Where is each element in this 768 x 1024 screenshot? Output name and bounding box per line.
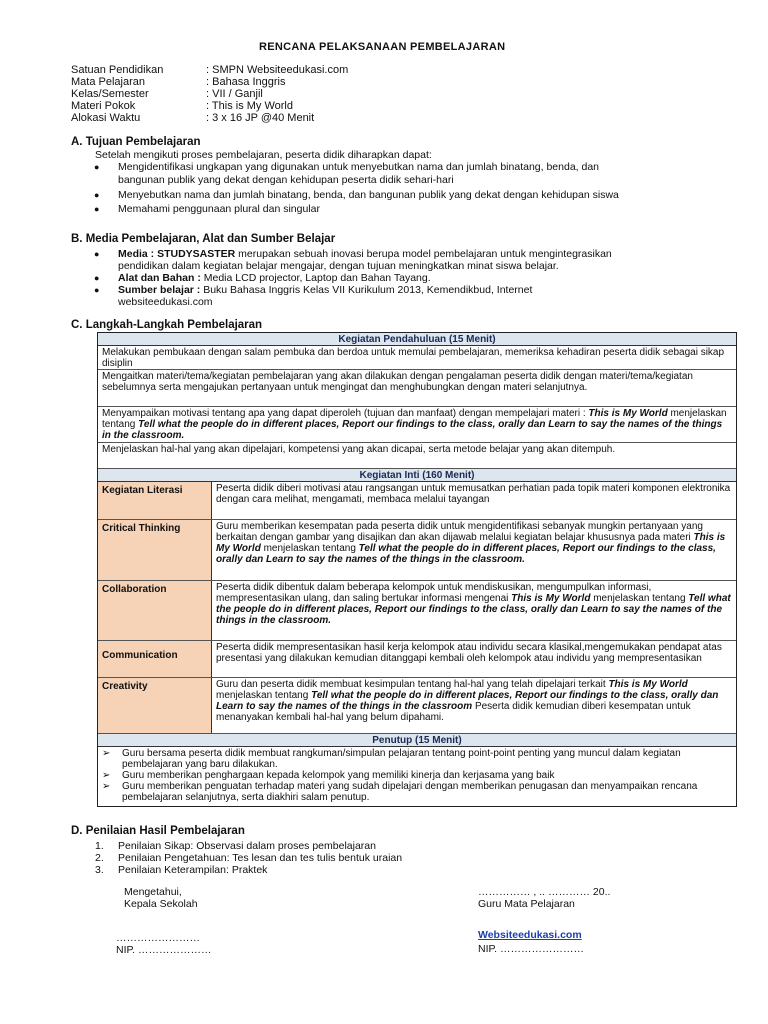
- pendahuluan-header: Kegiatan Pendahuluan (15 Menit): [98, 333, 736, 346]
- pendahuluan-row: Mengaitkan materi/tema/kegiatan pembelajaran yang akan dilakukan dengan pengalaman peserta didik dengan materi/tema/kegiatan sebelumnya serta mengajukan pertanyaan untuk mengingat dan menghubungkan dengan materi selanjutnya.: [98, 370, 736, 407]
- penutup-list: [98, 747, 736, 806]
- identity-label: Satuan Pendidikan: [71, 64, 164, 76]
- objective-line: Menyebutkan nama dan jumlah binatang, benda, dan bangunan publik yang dekat dengan kehidupan siswa: [118, 189, 619, 201]
- sign-right-nip: NIP. ……………………: [478, 943, 584, 955]
- penutup-text: Guru memberikan penghargaan kepada kelompok yang memiliki kinerja dan kerjasama yang baik: [122, 770, 555, 781]
- creat-text: Guru dan peserta didik membuat kesimpulan tentang hal-hal yang telah dipelajari terkait: [216, 679, 609, 690]
- pendahuluan-row: Melakukan pembukaan dengan salam pembuka dan berdoa untuk memulai pembelajaran, memeriksa kehadiran peserta didik sebagai sikap disiplin: [98, 346, 736, 370]
- creat-mid: menjelaskan tentang: [216, 690, 312, 701]
- penutup-item: [98, 781, 736, 803]
- bullet-icon: ●: [94, 162, 100, 172]
- bullet-icon: ●: [94, 204, 100, 214]
- sign-left-line1: Mengetahui,: [124, 886, 182, 898]
- critical-topic: This is My World: [216, 532, 726, 554]
- pendahuluan-row: [98, 407, 736, 443]
- identity-value: : 3 x 16 JP @40 Menit: [206, 112, 315, 124]
- inti-row: [98, 678, 736, 734]
- assessment-item: Penilaian Pengetahuan: Tes lesan dan tes tulis bentuk uraian: [118, 852, 403, 864]
- sign-right-name-link[interactable]: Websiteedukasi.com: [478, 929, 582, 941]
- motivasi-detail: Tell what the people do in different places, Report our findings to the class, orally dan Learn to say the names of the things in the classroom.: [102, 419, 723, 441]
- section-b-heading: B. Media Pembelajaran, Alat dan Sumber Belajar: [71, 233, 336, 245]
- collab-text: Peserta didik dibentuk dalam beberapa kelompok untuk mendiskusikan, mengumpulkan informasi, mempresentasikan ulang, dan saling bertukar informasi mengenai: [216, 582, 652, 604]
- creat-topic: This is My World: [608, 679, 688, 690]
- sign-right-date: …………… , .. ………… 20..: [478, 886, 611, 898]
- penutup-text: Guru bersama peserta didik membuat rangkuman/simpulan pelajaran tentang point-point penting yang muncul dalam kegiatan pembelajaran yang baru dilakukan.: [122, 748, 681, 770]
- inti-text: [212, 581, 736, 640]
- assessment-number: 3.: [95, 864, 104, 876]
- penutup-item: [98, 770, 736, 781]
- alat-text: Media LCD projector, Laptop dan Bahan Tayang.: [200, 272, 431, 284]
- document-title: RENCANA PELAKSANAAN PEMBELAJARAN: [259, 41, 506, 53]
- assessment-item: Penilaian Sikap: Observasi dalam proses pembelajaran: [118, 840, 376, 852]
- inti-label: Kegiatan Literasi: [98, 482, 212, 519]
- critical-detail: Tell what the people do in different places, Report our findings to the class, orally dan Learn to say the names of the things in the classroom.: [216, 543, 716, 565]
- inti-row: [98, 641, 736, 678]
- media-label: Media : STUDYSASTER: [118, 248, 236, 260]
- alat-label: Alat dan Bahan :: [118, 272, 201, 284]
- sign-right-role: Guru Mata Pelajaran: [478, 898, 575, 910]
- assessment-item: Penilaian Keterampilan: Praktek: [118, 864, 268, 876]
- arrow-icon: ➢: [102, 770, 111, 781]
- sumber-text: Buku Bahasa Inggris Kelas VII Kurikulum 2013, Kemendikbud, Internet: [200, 284, 533, 296]
- inti-row: [98, 581, 736, 641]
- section-a-intro: Setelah mengikuti proses pembelajaran, peserta didik diharapkan dapat:: [95, 149, 432, 161]
- critical-mid: menjelaskan tentang: [260, 543, 359, 554]
- identity-value: : SMPN Websiteedukasi.com: [206, 64, 349, 76]
- identity-label: Mata Pelajaran: [71, 76, 145, 88]
- arrow-icon: ➢: [102, 748, 111, 759]
- inti-text: Peserta didik mempresentasikan hasil kerja kelompok atau individu secara klasikal,mengemukakan pendapat atas presentasi yang dilakukan kemudian ditanggapi kembali oleh kelompok atau individu yang mempresentasikan: [216, 642, 722, 664]
- inti-label: Communication: [98, 641, 212, 677]
- inti-label: Creativity: [98, 678, 212, 733]
- motivasi-topic: This is My World: [588, 408, 668, 419]
- sumber-line-2: websiteedukasi.com: [118, 296, 213, 308]
- media-line-2: pendidikan dalam kegiatan belajar mengajar, dengan tujuan meningkatkan minat siswa belajar.: [118, 260, 559, 272]
- critical-text: Guru memberikan kesempatan pada peserta didik untuk mengidentifikasi sebanyak mungkin pertanyaan yang berkaitan dengan gambar yang disajikan dan akan dijawab melalui kegiatan belajar khususnya pada materi: [216, 521, 703, 543]
- bullet-icon: ●: [94, 190, 100, 200]
- inti-label: Collaboration: [98, 581, 212, 640]
- creat-tail: Peserta didik kemudian diberi kesempatan untuk menanyakan kembali hal-hal yang belum dipahami.: [216, 701, 691, 723]
- section-d-heading: D. Penilaian Hasil Pembelajaran: [71, 825, 245, 837]
- inti-row: [98, 482, 736, 520]
- collab-detail: Tell what the people do in different places, Report our findings to the class, orally dan Learn to say the names of the things in the classroom.: [216, 593, 731, 626]
- bullet-icon: ●: [94, 285, 100, 295]
- sumber-line: [118, 285, 532, 296]
- objective-line: Mengidentifikasi ungkapan yang digunakan untuk menyebutkan nama dan jumlah binatang, benda, dan: [118, 161, 600, 173]
- collab-mid: menjelaskan tentang: [590, 593, 689, 604]
- creat-detail: Tell what the people do in different places, Report our findings to the class, orally dan Learn to say the names of the things in the classroom: [216, 690, 719, 712]
- pendahuluan-row: Menjelaskan hal-hal yang akan dipelajari, kompetensi yang akan dicapai, serta metode belajar yang akan ditempuh.: [98, 443, 736, 469]
- sign-left-name-dots: ……………………: [116, 932, 200, 944]
- assessment-number: 1.: [95, 840, 104, 852]
- media-line: [118, 249, 612, 260]
- objective-line: bangunan publik yang dekat dengan kehidupan peserta didik sehari-hari: [118, 174, 454, 186]
- sumber-label: Sumber belajar :: [118, 284, 201, 296]
- sign-left-nip: NIP. …………………: [116, 944, 212, 956]
- arrow-icon: ➢: [102, 781, 111, 792]
- collab-topic: This is My World: [511, 593, 591, 604]
- section-c-heading: C. Langkah-Langkah Pembelajaran: [71, 319, 263, 331]
- motivasi-text: Menyampaikan motivasi tentang apa yang dapat diperoleh (tujuan dan manfaat) dengan mempelajari materi :: [102, 408, 586, 419]
- section-a-heading: A. Tujuan Pembelajaran: [71, 136, 201, 148]
- objective-line: Memahami penggunaan plural dan singular: [118, 203, 320, 215]
- penutup-header: Penutup (15 Menit): [98, 734, 736, 747]
- inti-row: [98, 520, 736, 581]
- identity-label: Kelas/Semester: [71, 88, 149, 100]
- penutup-item: [98, 748, 736, 770]
- identity-value: : This is My World: [206, 100, 293, 112]
- identity-label: Alokasi Waktu: [71, 112, 141, 124]
- motivasi-mid: menjelaskan tentang: [102, 408, 727, 430]
- media-text: merupakan sebuah inovasi berupa model pembelajaran untuk mengintegrasikan: [235, 248, 612, 260]
- sign-left-line2: Kepala Sekolah: [124, 898, 198, 910]
- identity-label: Materi Pokok: [71, 100, 136, 112]
- learning-steps-table: [97, 332, 737, 807]
- bullet-icon: ●: [94, 273, 100, 283]
- inti-header: Kegiatan Inti (160 Menit): [98, 469, 736, 482]
- bullet-icon: ●: [94, 249, 100, 259]
- penutup-text: Guru memberikan penguatan terhadap materi yang sudah dipelajari dengan memberikan penugasan dan menyampaikan rencana pembelajaran selanjutnya, serta diakhiri salam penutup.: [122, 781, 698, 803]
- identity-value: : Bahasa Inggris: [206, 76, 286, 88]
- assessment-number: 2.: [95, 852, 104, 864]
- identity-value: : VII / Ganjil: [206, 88, 263, 100]
- inti-text: [212, 678, 736, 733]
- inti-text: Peserta didik diberi motivasi atau rangsangan untuk memusatkan perhatian pada topik materi komponen elektronika dengan cara melihat, mengamati, membaca melalui tayangan: [216, 483, 731, 505]
- inti-label: Critical Thinking: [98, 520, 212, 580]
- alat-line: [118, 273, 431, 284]
- inti-text: [212, 520, 736, 580]
